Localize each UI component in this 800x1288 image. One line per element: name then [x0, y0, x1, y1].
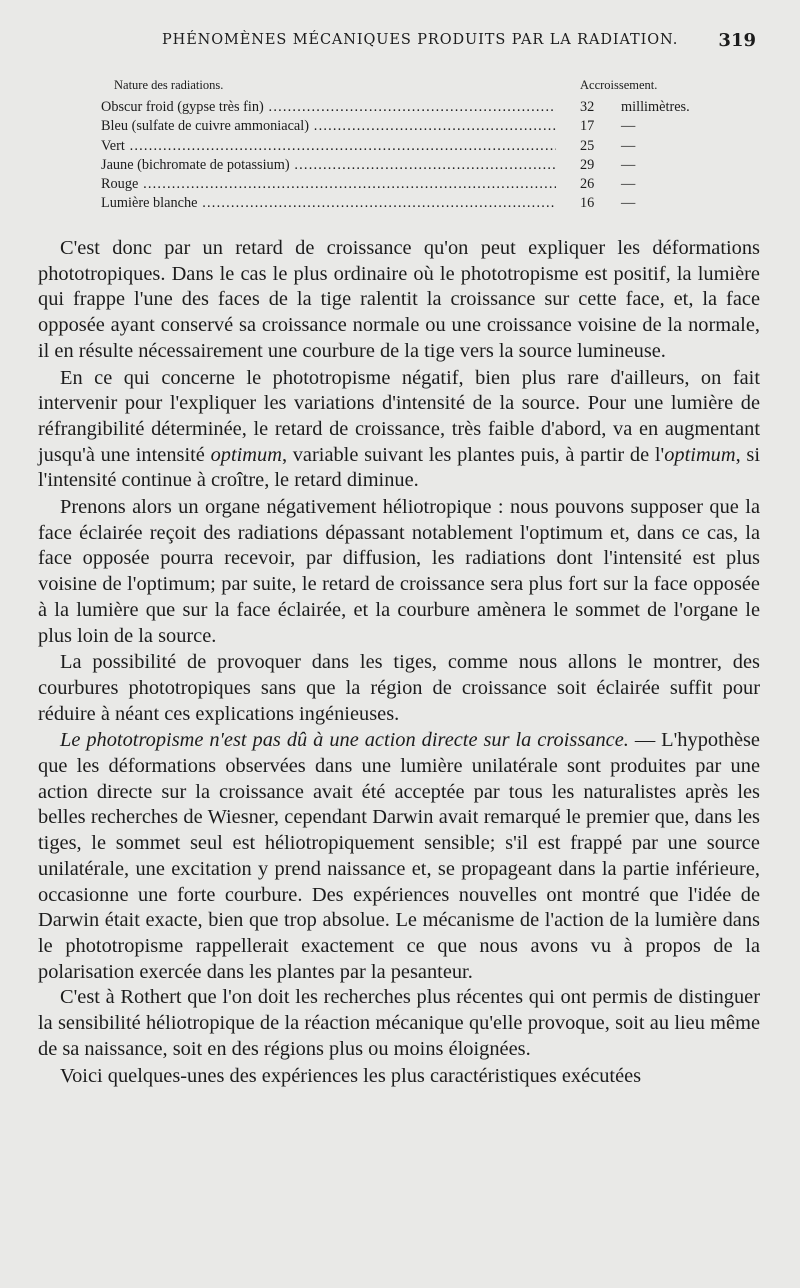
growth-unit: —	[621, 118, 636, 135]
growth-unit: —	[621, 137, 636, 154]
paragraph: C'est à Rothert que l'on doit les recherches plus récentes qui ont permis de distinguer la sensibilité héliotropique de la réaction mécanique qu'elle provoque, soit au lieu même de sa naissance, soit en des régions plus ou moins éloignées.	[38, 986, 760, 1060]
radiation-name: Lumière blanche .....	[101, 194, 556, 213]
page-number: 319	[718, 30, 756, 51]
table-row	[100, 156, 700, 175]
table-row	[100, 117, 700, 136]
paragraph	[38, 366, 760, 495]
italic-term: optimum	[664, 443, 736, 466]
page-header	[0, 30, 800, 54]
body-text	[38, 236, 760, 1090]
radiation-name: Rouge .....	[101, 175, 556, 194]
table-row	[100, 137, 700, 156]
paragraph: Prenons alors un organe négativement héliotropique : nous pouvons supposer que la face éclairée reçoit des radiations dépassant notablement l'optimum et, dans ce cas, la face opposée pourra recevoir, par diffusion, les radiations dont l'intensité est plus voisine de l'optimum; par suite, le retard de croissance sera plus fort sur la face opposée à la lumière que sur la face éclairée, et la courbure amènera le sommet de l'organe le plus loin de la source.	[38, 496, 760, 647]
radiation-name: Vert .....	[101, 137, 556, 156]
running-title: PHÉNOMÈNES MÉCANIQUES PRODUITS PAR LA RADIATION.	[162, 32, 679, 48]
italic-term: optimum	[210, 443, 282, 466]
radiation-table	[100, 78, 700, 214]
table-header	[100, 78, 700, 98]
growth-unit: millimètres.	[621, 99, 690, 115]
text-run: En ce qui concerne le phototropisme négatif, bien plus rare d'ailleurs, on fait intervenir pour l'expliquer les variations d'intensité de la source. Pour une lumière de réfrangibilité déterminée, le retard de croissance, très faible d'abord, va en augmentant jusqu'à une intensité	[38, 366, 760, 466]
text-run: — L'hypothèse que les déformations observées dans une lumière unilatérale sont produites par une action directe sur la croissance avait été acceptée par tous les naturalistes après les belles recherches de Wiesner, cependant Darwin avait remarqué le premier que, dans les tiges, le sommet seul est héliotropiquement sensible; s'il est frappé par une source unilatérale, une excitation y prend naissance et, se propageant dans la partie inférieure, occasionne une forte courbure. Des expériences nouvelles ont montré que l'idée de Darwin était exacte, bien que trop absolue. Le mécanisme de l'action de la lumière dans le phototropisme rappellerait exactement ce que nous avons vu à propos de la polarisation exercée dans les plantes par la pesanteur.	[38, 729, 760, 983]
growth-value: 32	[580, 99, 595, 115]
paragraph: C'est donc par un retard de croissance qu'on peut expliquer les déformations phototropiques. Dans le cas le plus ordinaire où le phototropisme est positif, la lumière qui frappe l'une des faces de la tige ralentit la croissance sur cette face, et, la face opposée ayant conservé sa croissance normale ou une croissance voisine de la normale, il en résulte nécessairement une courbure de la tige vers la source lumineuse.	[38, 237, 760, 362]
table-row	[100, 194, 700, 213]
growth-value: 17	[580, 118, 595, 135]
growth-value: 26	[580, 176, 595, 193]
paragraph: Voici quelques-unes des expériences les plus caractéristiques exécutées	[60, 1064, 642, 1087]
text-run: , variable suivant les plantes puis, à partir de l'	[281, 443, 665, 466]
table-row	[100, 175, 700, 194]
table-row	[100, 98, 700, 117]
section-title: Le phototropisme n'est pas dû à une action directe sur la croissance.	[60, 729, 629, 752]
growth-unit: —	[621, 176, 636, 193]
text-run: , si l'intensité continue à croître, le retard diminue.	[38, 443, 760, 492]
growth-unit: —	[621, 156, 636, 173]
column-header-growth: Accroissement.	[580, 78, 658, 92]
growth-value: 16	[580, 195, 595, 212]
radiation-name: Obscur froid (gypse très fin) .....	[101, 98, 556, 117]
radiation-name: Bleu (sulfate de cuivre ammoniacal) .....	[101, 117, 556, 136]
column-header-nature: Nature des radiations.	[114, 78, 224, 92]
paragraph: La possibilité de provoquer dans les tiges, comme nous allons le montrer, des courbures phototropiques sans que la région de croissance soit éclairée suffit pour réduire à néant ces explications ingénieuses.	[38, 651, 760, 725]
radiation-name: Jaune (bichromate de potassium) .....	[101, 156, 556, 175]
growth-value: 29	[580, 156, 595, 173]
growth-value: 25	[580, 137, 595, 154]
growth-unit: —	[621, 195, 636, 212]
paragraph	[38, 728, 760, 985]
